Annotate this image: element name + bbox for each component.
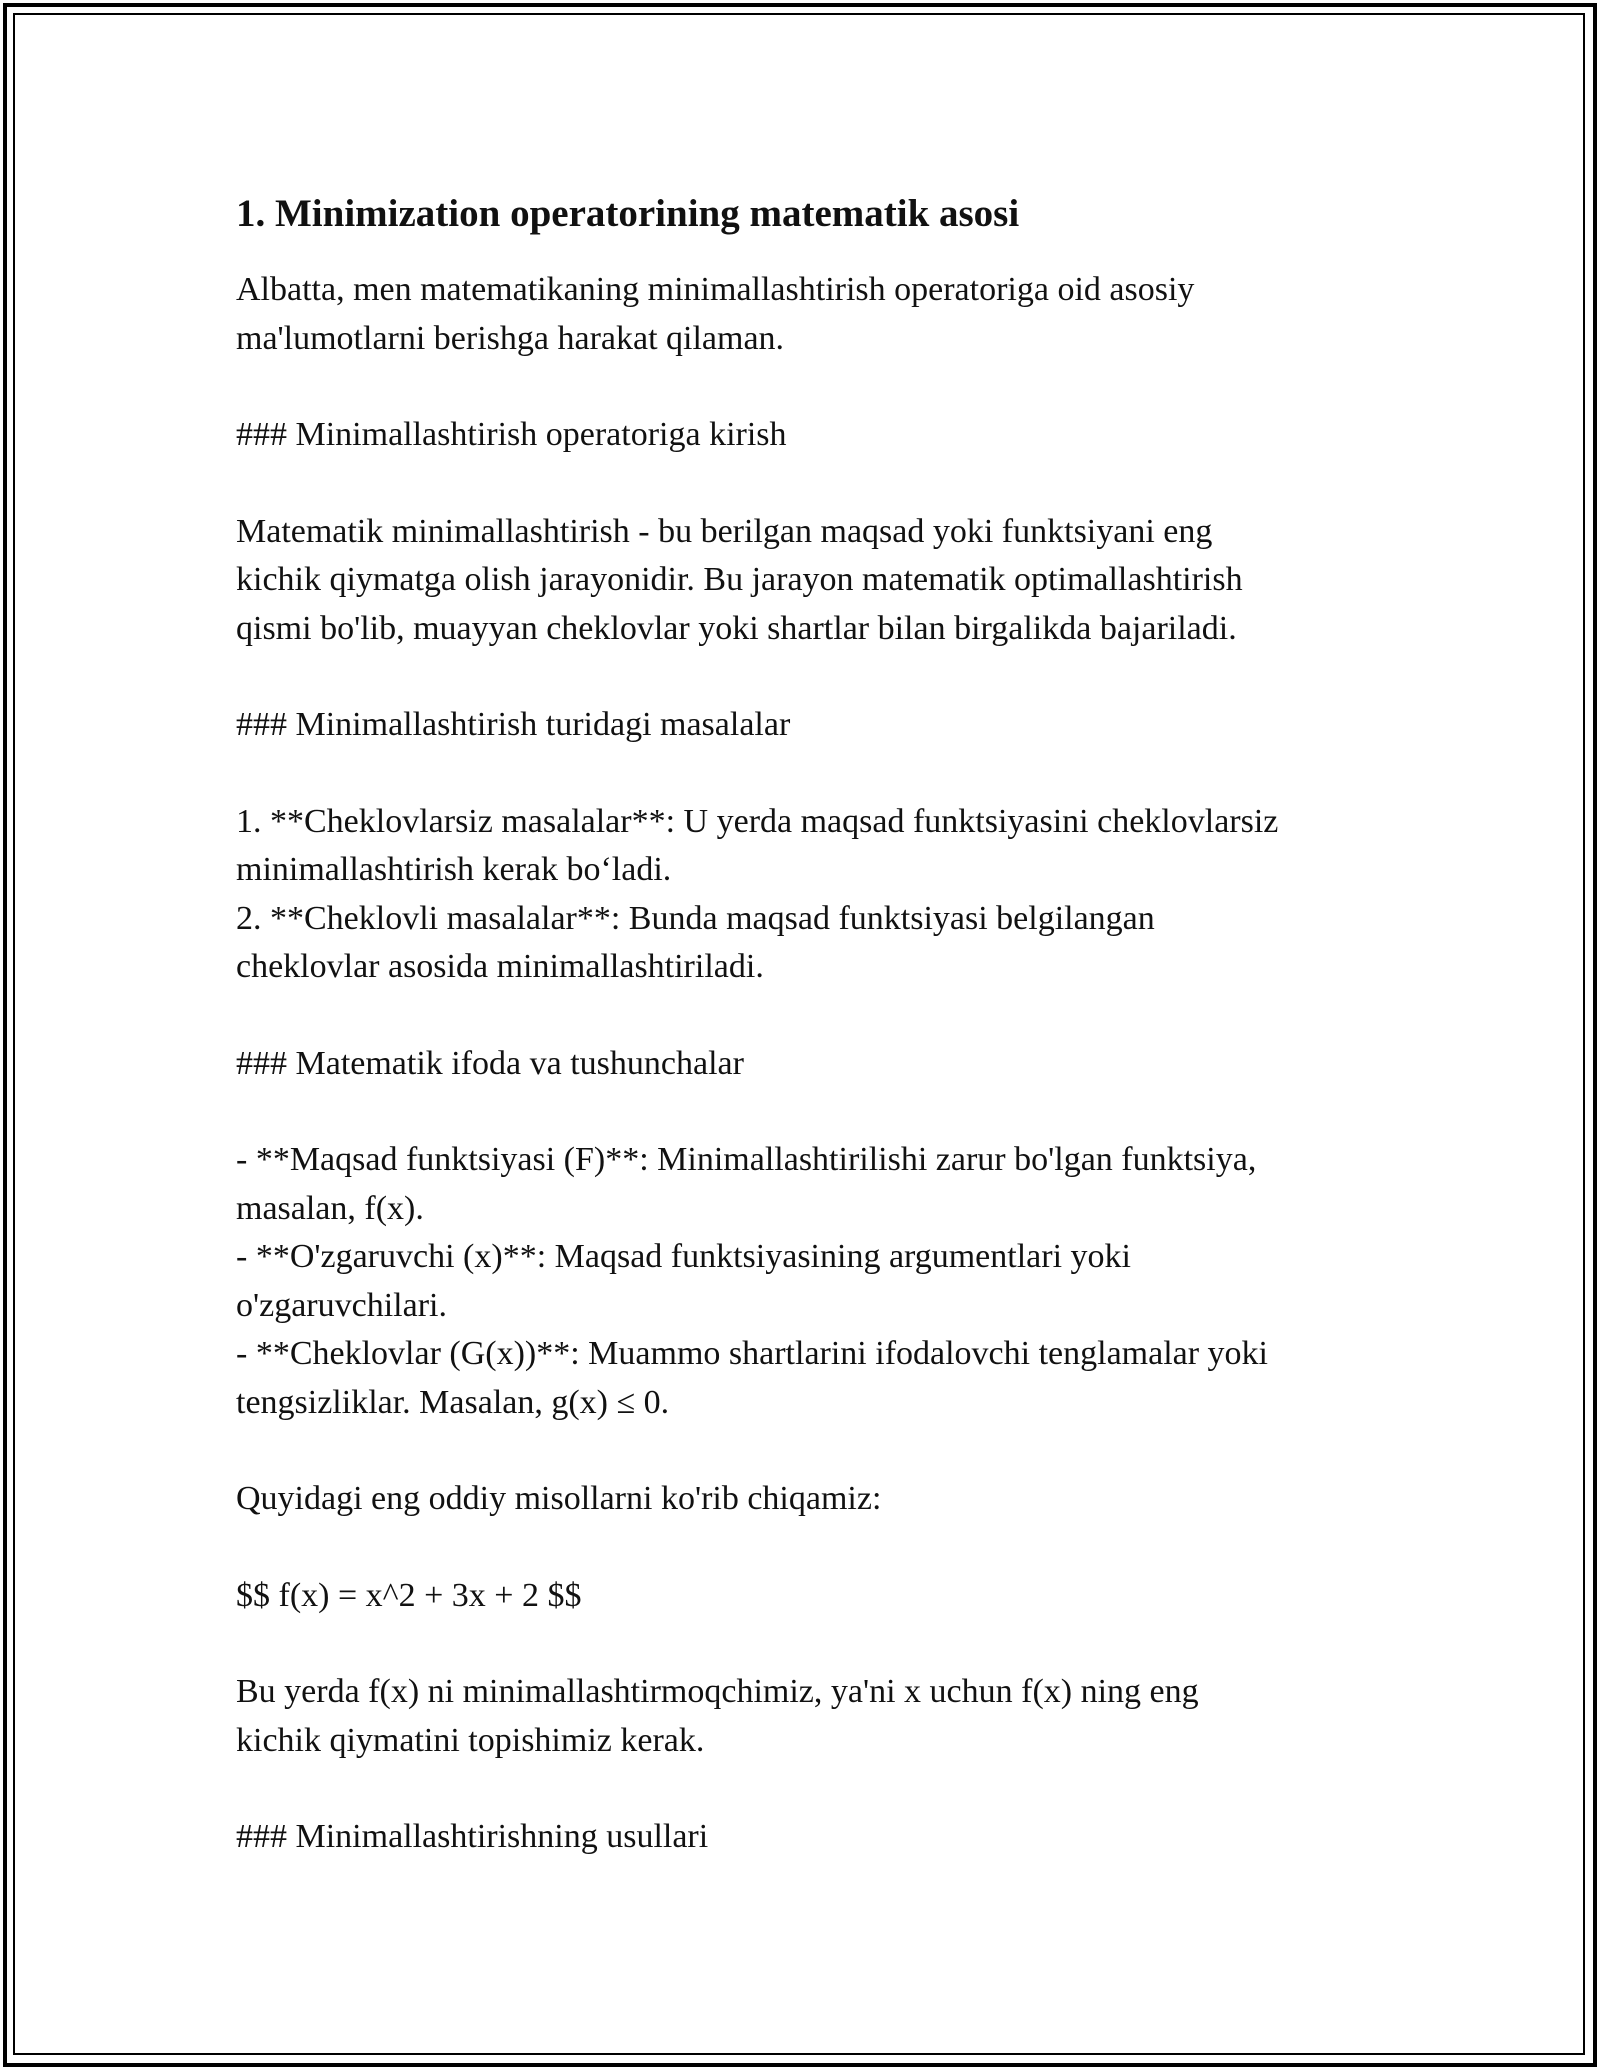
section-heading-problem-types: ### Minimallashtirish turidagi masalalar — [236, 706, 791, 743]
numbered-list-item: 2. **Cheklovli masalalar**: Bunda maqsad funktsiyasi belgilangan cheklovlar asosida minimallashtiriladi. — [236, 899, 1155, 985]
numbered-list-item: 1. **Cheklovlarsiz masalalar**: U yerda maqsad funktsiyasini cheklovlarsiz minimallashtirish kerak bo‘ladi. — [236, 802, 1279, 888]
bullet-list-item: - **O'zgaruvchi (x)**: Maqsad funktsiyasining argumentlari yoki o'zgaruvchilari. — [236, 1238, 1131, 1324]
section-heading-methods: ### Minimallashtirishning usullari — [236, 1818, 709, 1855]
bullet-list — [236, 1136, 1376, 1427]
formula: $$ f(x) = x^2 + 3x + 2 $$ — [236, 1576, 582, 1614]
intro-paragraph: Albatta, men matematikaning minimallashtirish operatoriga oid asosiy ma'lumotlarni berishga harakat qilaman. — [236, 271, 1195, 357]
definition-paragraph: Matematik minimallashtirish - bu berilgan maqsad yoki funktsiyani eng kichik qiymatga olish jarayonidir. Bu jarayon matematik optimallashtirish qismi bo'lib, muayyan cheklovlar yoki shartlar bilan birgalikda bajariladi. — [236, 512, 1243, 647]
section-heading-concepts: ### Matematik ifoda va tushunchalar — [236, 1044, 744, 1082]
document-body — [236, 184, 1376, 1910]
section-heading-introduction: ### Minimallashtirish operatoriga kirish — [236, 416, 787, 453]
example-intro-paragraph: Quyidagi eng oddiy misollarni ko'rib chiqamiz: — [236, 1480, 882, 1517]
document-title: 1. Minimization operatorining matematik asosi — [236, 192, 1020, 235]
explanation-paragraph: Bu yerda f(x) ni minimallashtirmoqchimiz, ya'ni x uchun f(x) ning eng kichik qiymatini topishimiz kerak. — [236, 1673, 1199, 1759]
numbered-list — [236, 798, 1376, 992]
bullet-list-item: - **Maqsad funktsiyasi (F)**: Minimallashtirilishi zarur bo'lgan funktsiya, masalan, f(x). — [236, 1141, 1257, 1227]
bullet-list-item: - **Cheklovlar (G(x))**: Muammo shartlarini ifodalovchi tenglamalar yoki tengsizliklar. Masalan, g(x) ≤ 0. — [236, 1335, 1269, 1421]
